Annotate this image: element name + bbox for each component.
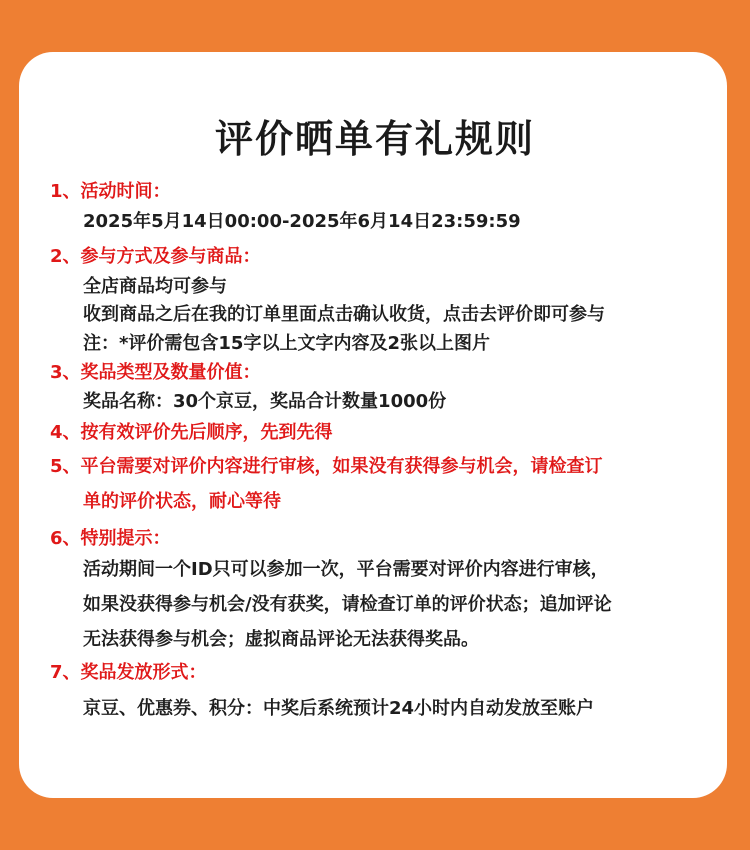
section-3-heading: 3、奖品类型及数量价值： xyxy=(50,362,261,383)
section-7-line-1: 京豆、优惠券、积分：中奖后系统预计24小时内自动发放至账户 xyxy=(83,698,595,719)
section-2-line-2: 收到商品之后在我的订单里面点击确认收货，点击去评价即可参与 xyxy=(83,304,605,325)
section-4-heading: 4、按有效评价先后顺序，先到先得 xyxy=(50,422,333,443)
section-7-heading: 7、奖品发放形式： xyxy=(50,662,207,683)
section-6-line-2: 如果没获得参与机会/没有获奖，请检查订单的评价状态；追加评论 xyxy=(83,594,612,615)
section-6-line-1: 活动期间一个ID只可以参加一次，平台需要对评价内容进行审核， xyxy=(83,559,609,580)
section-6-line-3: 无法获得参与机会；虚拟商品评论无法获得奖品。 xyxy=(83,629,479,650)
section-3-line-1: 奖品名称：30个京豆，奖品合计数量1000份 xyxy=(83,391,447,412)
section-1-heading: 1、活动时间： xyxy=(50,181,171,202)
section-2-line-1: 全店商品均可参与 xyxy=(83,276,227,297)
section-2-line-3: 注：*评价需包含15字以上文字内容及2张以上图片 xyxy=(83,333,490,354)
section-2-heading: 2、参与方式及参与商品： xyxy=(50,246,261,267)
section-5-heading-cont: 单的评价状态，耐心等待 xyxy=(83,491,281,512)
section-5-heading: 5、平台需要对评价内容进行审核，如果没有获得参与机会，请检查订 xyxy=(50,456,603,477)
page-title: 评价晒单有礼规则 xyxy=(214,117,535,161)
section-1-line-1: 2025年5月14日00:00-2025年6月14日23:59:59 xyxy=(83,211,521,232)
section-6-heading: 6、特别提示： xyxy=(50,528,171,549)
